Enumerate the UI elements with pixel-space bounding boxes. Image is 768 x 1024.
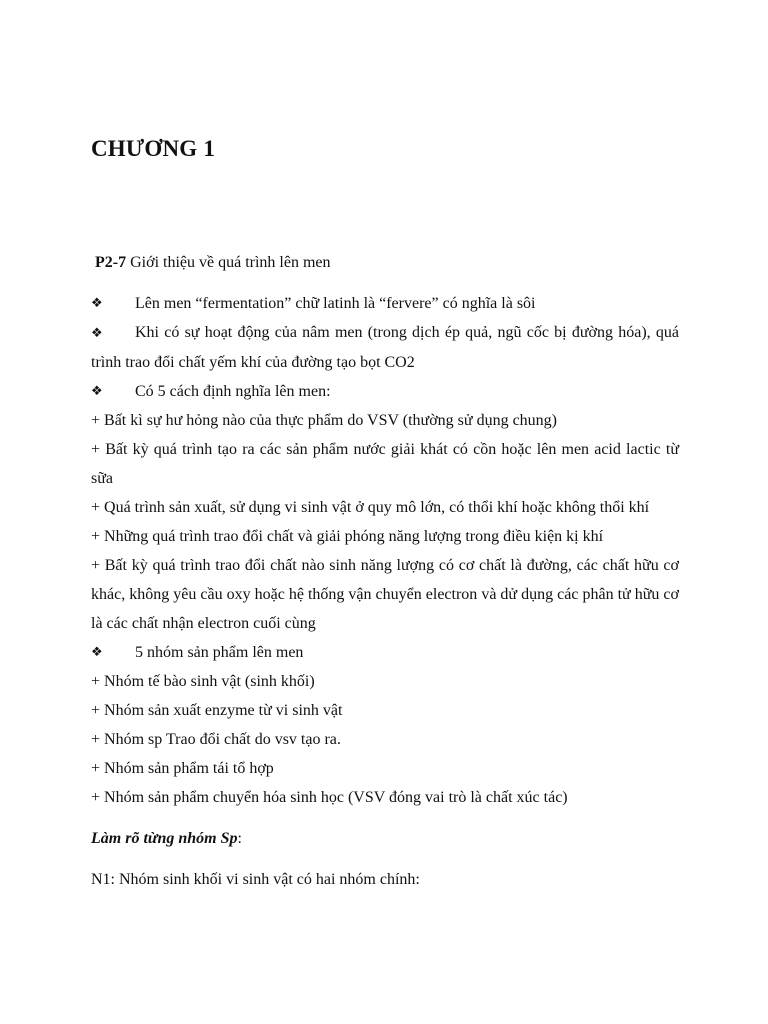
- n1-paragraph: N1: Nhóm sinh khối vi sinh vật có hai nhóm chính:: [91, 871, 420, 888]
- definition-item: + Bất kỳ quá trình tạo ra các sản phẩm nước giải khát có cồn hoặc lên men acid lactic từ sữa: [91, 441, 679, 487]
- bullet-text: Khi có sự hoạt động của nâm men (trong dịch ép quả, ngũ cốc bị đường hóa), quá trình trao đổi chất yếm khí của đường tạo bọt CO2: [91, 324, 679, 371]
- bullet-item: [91, 638, 679, 667]
- definition-item: + Quá trình sản xuất, sử dụng vi sinh vật ở quy mô lớn, có thổi khí hoặc không thổi khí: [91, 499, 650, 516]
- clarify-suffix: :: [237, 830, 242, 847]
- clarify-label: Làm rõ từng nhóm Sp: [91, 830, 238, 847]
- bullet-text: Lên men “fermentation” chữ latinh là “fervere” có nghĩa là sôi: [135, 295, 536, 312]
- group-item: + Nhóm sản phẩm chuyển hóa sinh học (VSV đóng vai trò là chất xúc tác): [91, 789, 568, 806]
- group-item: + Nhóm sản xuất enzyme từ vi sinh vật: [91, 702, 343, 719]
- group-item: + Nhóm sản phẩm tái tổ hợp: [91, 760, 274, 777]
- bullet-text: Có 5 cách định nghĩa lên men:: [135, 383, 331, 400]
- section-heading: [95, 248, 679, 277]
- section-title: Giới thiệu về quá trình lên men: [126, 254, 331, 271]
- diamond-bullet-icon: ❖: [91, 296, 103, 311]
- bullet-text: 5 nhóm sản phẩm lên men: [135, 644, 304, 661]
- clarify-heading: [91, 824, 679, 853]
- document-body: [91, 248, 679, 894]
- diamond-bullet-icon: ❖: [91, 326, 103, 341]
- group-item: + Nhóm sp Trao đổi chất do vsv tạo ra.: [91, 731, 341, 748]
- bullet-item: [91, 318, 679, 377]
- definition-item: + Những quá trình trao đổi chất và giải phóng năng lượng trong điều kiện kị khí: [91, 528, 604, 545]
- definition-item: + Bất kì sự hư hỏng nào của thực phẩm do VSV (thường sử dụng chung): [91, 412, 557, 429]
- diamond-bullet-icon: ❖: [91, 384, 103, 399]
- chapter-title: CHƯƠNG 1: [91, 136, 216, 161]
- section-code: P2-7: [95, 254, 127, 271]
- diamond-bullet-icon: ❖: [91, 645, 103, 660]
- bullet-item: [91, 377, 679, 406]
- bullet-item: [91, 289, 679, 318]
- group-item: + Nhóm tế bào sinh vật (sinh khối): [91, 673, 315, 690]
- definition-item: + Bất kỳ quá trình trao đổi chất nào sinh năng lượng có cơ chất là đường, các chất hữu cơ khác, không yêu cầu oxy hoặc hệ thống vận chuyển electron và dử dụng các phân tử hữu cơ là các chất nhận electron cuối cùng: [91, 557, 679, 632]
